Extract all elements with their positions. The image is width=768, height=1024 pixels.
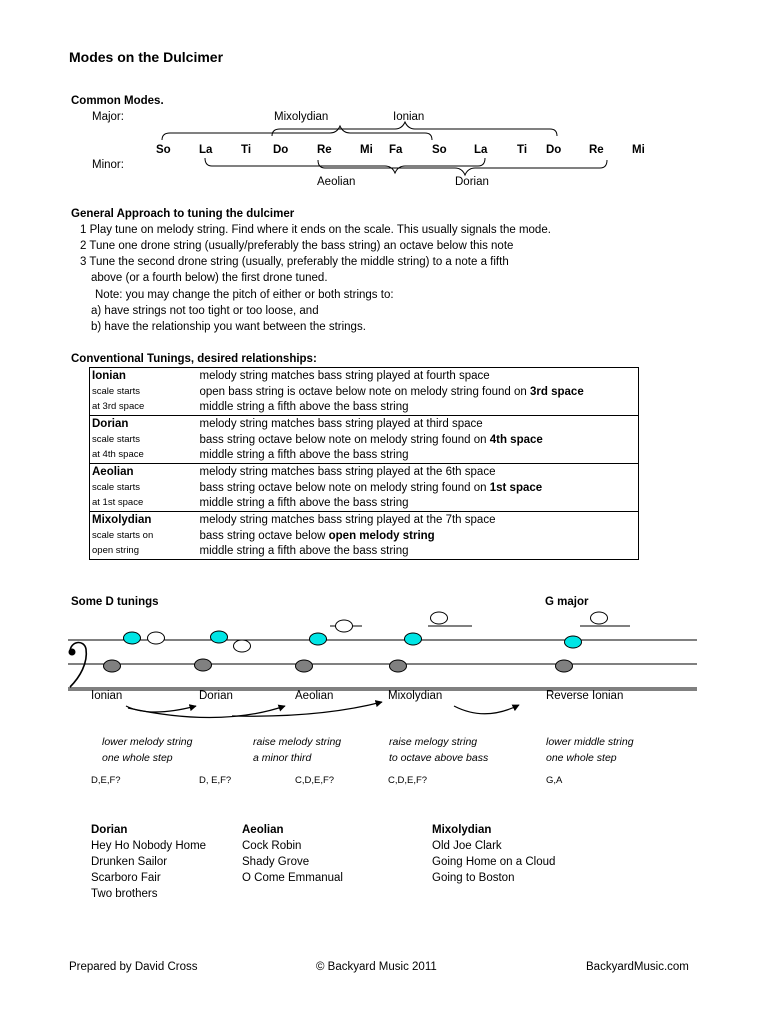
tuning-desc: middle string a fifth above the bass string [198,448,639,464]
keys-ionian: D,E,F? [91,775,121,786]
bass-note [195,659,212,671]
table-row [90,368,639,384]
footer-author: Prepared by David Cross [69,961,198,973]
syllable-re: Re [317,144,332,156]
syllable-re: Re [589,144,604,156]
tuning-desc: melody string matches bass string played at the 6th space [198,464,639,480]
mode-label-dorian: Dorian [455,176,489,188]
tunings-table [89,367,639,560]
mode-name-aeolian: Aeolian [295,690,334,702]
open-note [591,612,608,624]
table-row [90,480,639,496]
mode-braces [0,0,768,200]
tuning-desc-text: bass string octave below note on melody string found on [199,481,490,494]
approach-line-1: 1 Play tune on melody string. Find where it ends on the scale. This usually signals the mode. [80,224,551,236]
minor-label: Minor: [92,159,124,171]
tuning-sub: at 4th space [90,448,198,464]
mode-label-mixolydian: Mixolydian [274,111,329,123]
footer-website: BackyardMusic.com [586,961,689,973]
table-row [90,544,639,560]
approach-line-a: a) have strings not too tight or too loose, and [91,305,319,317]
note-ionian-1: lower melody string [102,736,193,748]
tuning-sub: scale starts [90,480,198,496]
tuning-sub: open string [90,544,198,560]
bass-clef-dot [69,649,75,655]
mode-name-ionian: Ionian [91,690,123,702]
note-dorian-1: raise melody string [253,736,342,748]
songs-dorian [91,822,206,902]
table-row [90,512,639,528]
mode-name-dorian: Dorian [199,690,233,702]
syllable-la: La [474,144,488,156]
syllable-ti: Ti [241,144,252,156]
table-row [90,384,639,400]
tuning-desc-bold: 3rd space [530,385,584,398]
syllable-ti: Ti [517,144,528,156]
page-title: Modes on the Dulcimer [69,49,224,65]
syllable-fa: Fa [389,144,403,156]
tuning-sub: at 3rd space [90,400,198,416]
tuning-desc: melody string matches bass string played at fourth space [198,368,639,384]
melody-note [124,632,141,644]
keys-mixolydian: C,D,E,F? [388,775,428,786]
melody-note [211,631,228,643]
tuning-desc [198,480,639,496]
tunings-heading: Conventional Tunings, desired relationships: [71,353,317,365]
approach-line-2: 2 Tune one drone string (usually/preferably the bass string) an octave below this note [80,240,514,252]
open-note [234,640,251,652]
approach-heading: General Approach to tuning the dulcimer [71,208,295,220]
tuning-desc [198,384,639,400]
tuning-desc-text: bass string octave below [199,529,329,542]
bass-note [390,660,407,672]
open-note [148,632,165,644]
tuning-desc [198,432,639,448]
melody-note [310,633,327,645]
list-item: Going Home on a Cloud [432,856,556,868]
note-reverse-1: lower middle string [546,736,634,748]
brace-aeolian [205,158,485,173]
table-row [90,464,639,480]
table-row [90,416,639,432]
bass-note [296,660,313,672]
mode-label-aeolian: Aeolian [317,176,356,188]
brace-mixolydian [162,126,432,140]
tuning-desc: middle string a fifth above the bass string [198,544,639,560]
mode-name-mixolydian: Mixolydian [388,690,443,702]
tuning-desc: middle string a fifth above the bass string [198,400,639,416]
table-row [90,448,639,464]
list-item: Shady Grove [242,856,310,868]
mode-label-ionian: Ionian [393,111,425,123]
list-item: Hey Ho Nobody Home [91,840,207,852]
tuning-sub: scale starts on [90,528,198,544]
tuning-name: Ionian [90,368,198,384]
table-row [90,432,639,448]
bass-note [556,660,573,672]
list-item: Cock Robin [242,840,302,852]
syllable-do: Do [273,144,289,156]
g-major-heading: G major [545,596,589,608]
keys-aeolian: C,D,E,F? [295,775,335,786]
syllable-so: So [156,144,171,156]
tuning-sub: scale starts [90,432,198,448]
tuning-desc-bold: 1st space [489,481,543,494]
list-item: Two brothers [91,888,158,900]
note-dorian-2: a minor third [253,752,312,764]
tuning-desc [198,528,639,544]
keys-dorian: D, E,F? [199,775,232,786]
tuning-name: Mixolydian [90,512,198,528]
staff-bottom-line [0,688,768,692]
d-tunings-heading: Some D tunings [71,596,159,608]
list-item: Old Joe Clark [432,840,502,852]
major-label: Major: [92,111,124,123]
bass-note [104,660,121,672]
note-aeolian-1: raise melogy string [389,736,478,748]
brace-dorian [318,160,607,175]
brace-ionian [272,122,557,136]
note-reverse-2: one whole step [546,752,617,764]
approach-note: Note: you may change the pitch of either or both strings to: [95,289,394,301]
tuning-name: Aeolian [90,464,198,480]
tuning-desc-text: open bass string is octave below note on melody string found on [199,385,531,398]
table-row [90,496,639,512]
mode-name-reverse-ionian: Reverse Ionian [546,690,624,702]
list-item: Going to Boston [432,872,515,884]
common-modes-heading: Common Modes. [71,95,164,107]
approach-line-3: 3 Tune the second drone string (usually, preferably the middle string) to a note a fifth [80,256,509,268]
melody-note [565,636,582,648]
syllable-mi: Mi [632,144,645,156]
list-item: Scarboro Fair [91,872,161,884]
tuning-name: Dorian [90,416,198,432]
open-note [336,620,353,632]
tuning-desc: melody string matches bass string played at third space [198,416,639,432]
tuning-desc-text: bass string octave below note on melody string found on [199,433,490,446]
songs-heading: Mixolydian [432,824,492,836]
tuning-desc: middle string a fifth above the bass string [198,496,639,512]
table-row [90,400,639,416]
table-row [90,528,639,544]
arrow-icon [454,705,519,714]
tuning-sub: at 1st space [90,496,198,512]
songs-heading: Dorian [91,824,128,836]
tuning-desc-bold: 4th space [489,433,543,446]
syllable-mi: Mi [360,144,373,156]
list-item: O Come Emmanual [242,872,343,884]
note-ionian-2: one whole step [102,752,173,764]
arrow-icon [126,706,196,712]
transition-arrows [0,698,768,728]
syllable-la: La [199,144,213,156]
tuning-sub: scale starts [90,384,198,400]
list-item: Drunken Sailor [91,856,168,868]
syllable-do: Do [546,144,562,156]
tuning-desc-bold: open melody string [328,529,435,542]
songs-heading: Aeolian [242,824,284,836]
songs-aeolian [242,822,343,886]
keys-reverse-ionian: G,A [546,775,563,786]
songs-mixolydian [432,822,555,886]
melody-note [405,633,422,645]
syllable-so: So [432,144,447,156]
approach-line-b: b) have the relationship you want between the strings. [91,321,366,333]
footer-copyright: © Backyard Music 2011 [316,961,437,973]
tuning-desc: melody string matches bass string played at the 7th space [198,512,639,528]
note-aeolian-2: to octave above bass [389,752,489,764]
approach-line-4: above (or a fourth below) the first drone tuned. [91,272,328,284]
open-note [431,612,448,624]
